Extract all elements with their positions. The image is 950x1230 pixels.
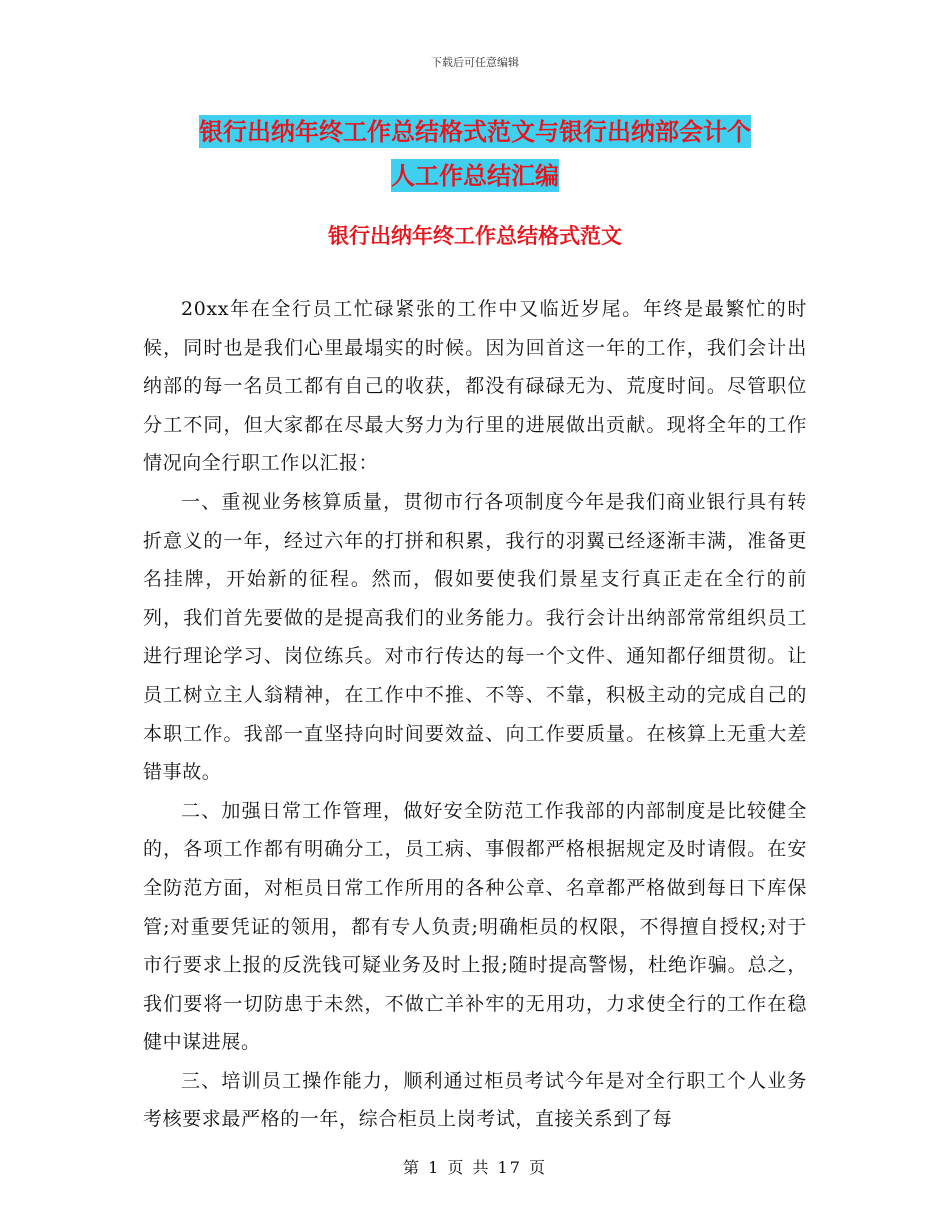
- paragraph: 三、培训员工操作能力，顺利通过柜员考试今年是对全行职工个人业务考核要求最严格的一年，综合柜员上岗考试，直接关系到了每: [143, 1069, 807, 1131]
- paragraph: 二、加强日常工作管理，做好安全防范工作我部的内部制度是比较健全的，各项工作都有明确分工，员工病、事假都严格根据规定及时请假。在安全防范方面，对柜员日常工作所用的各种公章、名章都严格做到每日下库保管;对重要凭证的领用，都有专人负责;明确柜员的权限，不得擅自授权;对于市行要求上报的反洗钱可疑业务及时上报;随时提高警惕，杜绝诈骗。总之，我们要将一切防患于未然，不做亡羊补牢的无用功，力求使全行的工作在稳健中谋进展。: [143, 799, 807, 1054]
- document-title: [140, 110, 810, 198]
- page-footer: 第 1 页 共 17 页: [403, 1158, 547, 1177]
- section-title: 银行出纳年终工作总结格式范文: [328, 223, 622, 248]
- paragraph: 一、重视业务核算质量，贯彻市行各项制度今年是我们商业银行具有转折意义的一年，经过六年的打拼和积累，我行的羽翼已经逐渐丰满，准备更名挂牌，开始新的征程。然而，假如要使我们景星支行真正走在全行的前列，我们首先要做的是提高我们的业务能力。我行会计出纳部常常组织员工进行理论学习、岗位练兵。对市行传达的每一个文件、通知都仔细贯彻。让员工树立主人翁精神，在工作中不推、不等、不靠，积极主动的完成自己的本职工作。我部一直坚持向时间要效益、向工作要质量。在核算上无重大差错事故。: [143, 490, 807, 784]
- paragraph: 20xx年在全行员工忙碌紧张的工作中又临近岁尾。年终是最繁忙的时候，同时也是我们心里最塌实的时候。因为回首这一年的工作，我们会计出纳部的每一名员工都有自己的收获，都没有碌碌无为、荒度时间。尽管职位分工不同，但大家都在尽最大努力为行里的进展做出贡献。现将全年的工作情况向全行职工作以汇报：: [143, 298, 807, 475]
- title-line-1: 银行出纳年终工作总结格式范文与银行出纳部会计个: [199, 117, 751, 146]
- header-note: 下载后可任意编辑: [431, 56, 519, 69]
- document-body: [143, 290, 807, 1139]
- title-line-2: 人工作总结汇编: [391, 161, 559, 190]
